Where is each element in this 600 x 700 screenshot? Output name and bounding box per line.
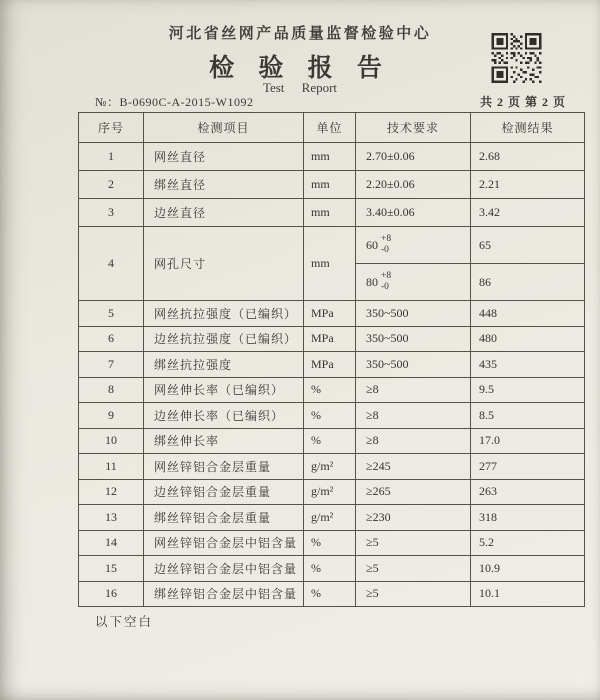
cell-result: 17.0 — [471, 428, 585, 454]
cell-requirement: 350~500 — [356, 326, 471, 352]
cell-result: 277 — [471, 454, 585, 480]
cell-result: 10.1 — [471, 581, 585, 607]
cell-no: 10 — [79, 428, 144, 454]
cell-item: 绑丝直径 — [144, 171, 304, 199]
cell-no: 13 — [79, 505, 144, 531]
cell-no: 6 — [79, 326, 144, 352]
col-header-requirement: 技术要求 — [356, 113, 471, 143]
report-number — [95, 93, 253, 110]
cell-no: 3 — [79, 199, 144, 227]
cell-item: 网丝锌铝合金层中铝含量 — [144, 530, 304, 556]
cell-no: 16 — [79, 581, 144, 607]
cell-no: 9 — [79, 403, 144, 429]
table-row — [79, 301, 585, 327]
tolerance-value — [366, 234, 391, 256]
cell-requirement: ≥245 — [356, 454, 471, 480]
cell-requirement: ≥8 — [356, 428, 471, 454]
cell-requirement — [356, 264, 471, 301]
cell-requirement — [356, 227, 471, 264]
tolerance-plus: +8 — [381, 234, 392, 245]
cell-unit: mm — [304, 199, 356, 227]
tolerance-stack — [381, 234, 391, 256]
org-name: 河北省丝网产品质量监督检验中心 — [168, 26, 432, 42]
cell-no: 8 — [79, 377, 144, 403]
page-indicator: 共 2 页 第 2 页 — [479, 95, 566, 109]
report-title: 检 验 报 告 — [209, 55, 391, 82]
cell-result: 10.9 — [471, 556, 585, 582]
cell-no: 5 — [79, 301, 144, 327]
tolerance-stack — [381, 271, 391, 293]
cell-item: 网丝锌铝合金层重量 — [144, 454, 304, 480]
cell-requirement: 3.40±0.06 — [356, 199, 471, 227]
report-number-value: B-0690C-A-2015-W1092 — [119, 95, 254, 109]
cell-result: 8.5 — [471, 403, 585, 429]
blank-below-note: 以下空白 — [95, 615, 154, 629]
cell-result: 435 — [471, 352, 585, 378]
cell-requirement: ≥230 — [356, 505, 471, 531]
table-row — [79, 377, 585, 403]
cell-requirement: 350~500 — [356, 352, 471, 378]
tolerance-base: 80 — [366, 274, 378, 289]
table-row — [79, 479, 585, 505]
cell-no: 4 — [79, 227, 144, 301]
cell-item: 边丝直径 — [144, 199, 304, 227]
tolerance-base: 60 — [366, 237, 378, 252]
cell-result: 9.5 — [471, 377, 585, 403]
cell-no: 7 — [79, 352, 144, 378]
cell-no: 14 — [79, 530, 144, 556]
cell-item: 绑丝锌铝合金层重量 — [144, 505, 304, 531]
cell-result: 480 — [471, 326, 585, 352]
table-row — [79, 505, 585, 531]
cell-unit: % — [304, 403, 356, 429]
test-results-table — [78, 112, 585, 607]
cell-item: 网孔尺寸 — [144, 227, 304, 301]
cell-unit: mm — [304, 143, 356, 171]
report-subtitle-en: Test Report — [262, 80, 338, 95]
table-row — [79, 143, 585, 171]
cell-unit: % — [304, 428, 356, 454]
cell-result: 5.2 — [471, 530, 585, 556]
tolerance-value — [366, 271, 391, 293]
table-row — [79, 171, 585, 199]
col-header-unit: 单位 — [304, 113, 356, 143]
cell-item: 绑丝伸长率 — [144, 428, 304, 454]
table-row — [79, 428, 585, 454]
cell-result: 2.21 — [471, 171, 585, 199]
cell-result: 65 — [471, 227, 585, 264]
cell-unit: g/m² — [304, 505, 356, 531]
table-row — [79, 556, 585, 582]
cell-item: 边丝锌铝合金层中铝含量 — [144, 556, 304, 582]
tolerance-plus: +8 — [381, 271, 392, 282]
cell-unit: g/m² — [304, 454, 356, 480]
cell-unit: % — [304, 581, 356, 607]
table-header-row — [79, 113, 585, 143]
cell-result: 318 — [471, 505, 585, 531]
col-header-item: 检测项目 — [144, 113, 304, 143]
cell-result: 2.68 — [471, 143, 585, 171]
cell-unit: % — [304, 530, 356, 556]
tolerance-minus: -0 — [381, 245, 389, 255]
cell-unit: g/m² — [304, 479, 356, 505]
table-row — [79, 199, 585, 227]
tolerance-minus: -0 — [381, 282, 389, 292]
cell-item: 边丝锌铝合金层重量 — [144, 479, 304, 505]
cell-unit: % — [304, 556, 356, 582]
cell-requirement: ≥8 — [356, 377, 471, 403]
col-header-no: 序号 — [79, 113, 144, 143]
table-row — [79, 454, 585, 480]
table-row — [79, 530, 585, 556]
cell-result: 263 — [471, 479, 585, 505]
cell-requirement: 350~500 — [356, 301, 471, 327]
cell-requirement: 2.20±0.06 — [356, 171, 471, 199]
cell-no: 2 — [79, 171, 144, 199]
cell-no: 11 — [79, 454, 144, 480]
cell-unit: mm — [304, 227, 356, 301]
cell-result: 448 — [471, 301, 585, 327]
cell-result: 86 — [471, 264, 585, 301]
cell-requirement: ≥5 — [356, 556, 471, 582]
cell-result: 3.42 — [471, 199, 585, 227]
cell-unit: mm — [304, 171, 356, 199]
report-number-label: №： — [95, 95, 120, 109]
cell-no: 12 — [79, 479, 144, 505]
col-header-result: 检测结果 — [471, 113, 585, 143]
table-row-mesh-size-a — [79, 227, 585, 264]
cell-requirement: ≥8 — [356, 403, 471, 429]
cell-item: 边丝抗拉强度（已编织） — [144, 326, 304, 352]
cell-item: 网丝直径 — [144, 143, 304, 171]
qr-code-icon — [489, 33, 544, 83]
cell-requirement: ≥5 — [356, 581, 471, 607]
cell-unit: MPa — [304, 352, 356, 378]
cell-unit: % — [304, 377, 356, 403]
cell-no: 1 — [79, 143, 144, 171]
table-row — [79, 403, 585, 429]
cell-requirement: ≥265 — [356, 479, 471, 505]
table-row — [79, 581, 585, 607]
cell-unit: MPa — [304, 301, 356, 327]
cell-item: 网丝抗拉强度（已编织） — [144, 301, 304, 327]
table-row — [79, 326, 585, 352]
cell-no: 15 — [79, 556, 144, 582]
table-row — [79, 352, 585, 378]
cell-item: 网丝伸长率（已编织） — [144, 377, 304, 403]
cell-requirement: 2.70±0.06 — [356, 143, 471, 171]
cell-requirement: ≥5 — [356, 530, 471, 556]
cell-item: 边丝伸长率（已编织） — [144, 403, 304, 429]
cell-item: 绑丝锌铝合金层中铝含量 — [144, 581, 304, 607]
cell-item: 绑丝抗拉强度 — [144, 352, 304, 378]
cell-unit: MPa — [304, 326, 356, 352]
